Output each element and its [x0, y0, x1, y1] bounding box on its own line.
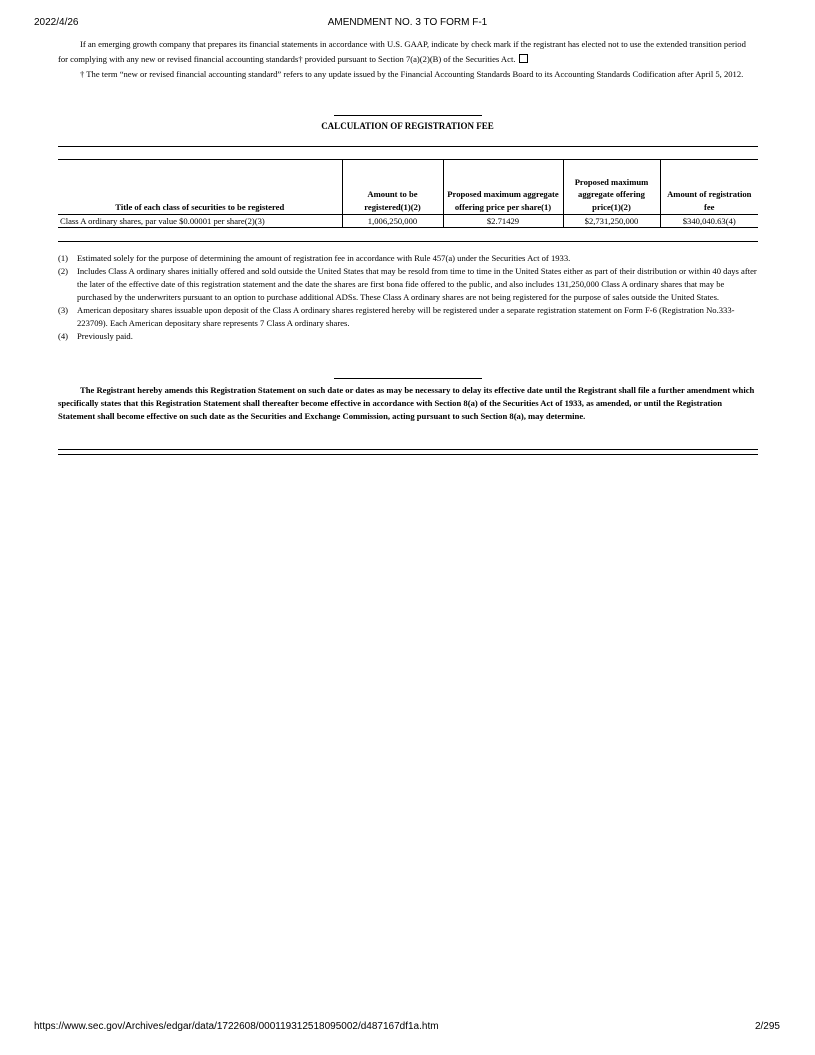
footnote-text: Previously paid. — [77, 331, 133, 341]
footnote-text: American depositary shares issuable upon deposit of the Class A ordinary shares registered hereby will be registered under a separate registration statement on Form F-6 (Registration No.333-223709). Each American depositary share represents 7 Class A ordinary shares. — [77, 305, 735, 328]
footnote-text: Includes Class A ordinary shares initially offered and sold outside the United States that may be resold from time to time in the United States either as part of their distribution or within 40 days after the later of the effective date of this registration statement and the date the shares are first bona fide offered to the public, and also includes 131,250,000 Class A ordinary shares that may be purchased by the underwriters pursuant to an option to purchase additional ADSs. These Class A ordinary shares are not being registered for the purpose of sales outside the United States. — [77, 266, 757, 302]
divider — [334, 115, 482, 116]
amendment-statement: The Registrant hereby amends this Registration Statement on such date or dates as may be necessary to delay its effective date until the Registrant shall file a further amendment which specifically states that this Registration Statement shall thereafter become effective in accordance with Section 8(a) of the Securities Act of 1933, as amended, or until the Registration Statement shall become effective on such date as the Securities and Exchange Commission, acting pursuant to such Section 8(a), may determine. — [58, 385, 755, 421]
footnote-text: Estimated solely for the purpose of determining the amount of registration fee in accordance with Rule 457(a) under the Securities Act of 1933. — [77, 253, 571, 263]
footnote-item — [58, 330, 758, 343]
bottom-rule — [58, 454, 758, 455]
footer-page-number: 2/295 — [754, 1021, 780, 1032]
footnote-number: (2) — [58, 266, 69, 276]
table-row — [58, 215, 758, 228]
footnote-item — [58, 265, 758, 304]
header-title: AMENDMENT NO. 3 TO FORM F-1 — [327, 17, 488, 28]
col-header-title: Title of each class of securities to be registered — [58, 160, 342, 215]
divider — [334, 378, 482, 379]
table-top-rule — [58, 146, 758, 147]
footnote-number: (4) — [58, 331, 69, 341]
cell-aggregate-price: $2,731,250,000 — [563, 215, 660, 228]
registration-fee-table — [58, 160, 758, 228]
col-header-aggregate-price: Proposed maximum aggregate offering price(1)(2) — [563, 160, 660, 215]
col-header-registration-fee: Amount of registration fee — [660, 160, 758, 215]
egc-text: If an emerging growth company that prepares its financial statements in accordance with U.S. GAAP, indicate by check mark if the registrant has elected not to use the extended transition period for complying with any new or revised financial accounting standards† provided pursuant to Section 7(a)(2)(B) of the Securities Act. — [58, 39, 746, 64]
footnotes-list — [58, 252, 758, 343]
egc-paragraph — [58, 37, 758, 67]
fee-table-title: CALCULATION OF REGISTRATION FEE — [321, 121, 494, 131]
header-date: 2022/4/26 — [34, 17, 79, 28]
col-header-amount: Amount to be registered(1)(2) — [342, 160, 443, 215]
cell-security-class: Class A ordinary shares, par value $0.00001 per share(2)(3) — [58, 215, 342, 228]
footnote-item — [58, 252, 758, 265]
footnote-number: (3) — [58, 305, 69, 315]
footnote-number: (1) — [58, 253, 69, 263]
election-checkbox[interactable] — [519, 54, 528, 63]
cell-price-per-share: $2.71429 — [443, 215, 563, 228]
cell-registration-fee: $340,040.63(4) — [660, 215, 758, 228]
table-header-row — [58, 160, 758, 215]
col-header-price-per-share: Proposed maximum aggregate offering price per share(1) — [443, 160, 563, 215]
footer-url: https://www.sec.gov/Archives/edgar/data/1722608/000119312518095002/d487167df1a.htm — [34, 1021, 439, 1032]
table-bottom-rule — [58, 241, 758, 242]
bottom-rule — [58, 449, 758, 450]
footnote-item — [58, 304, 758, 330]
dagger-footnote: † The term “new or revised financial accounting standard” refers to any update issued by the Financial Accounting Standards Board to its Accounting Standards Codification after April 5, 2012. — [80, 69, 744, 79]
cell-amount: 1,006,250,000 — [342, 215, 443, 228]
